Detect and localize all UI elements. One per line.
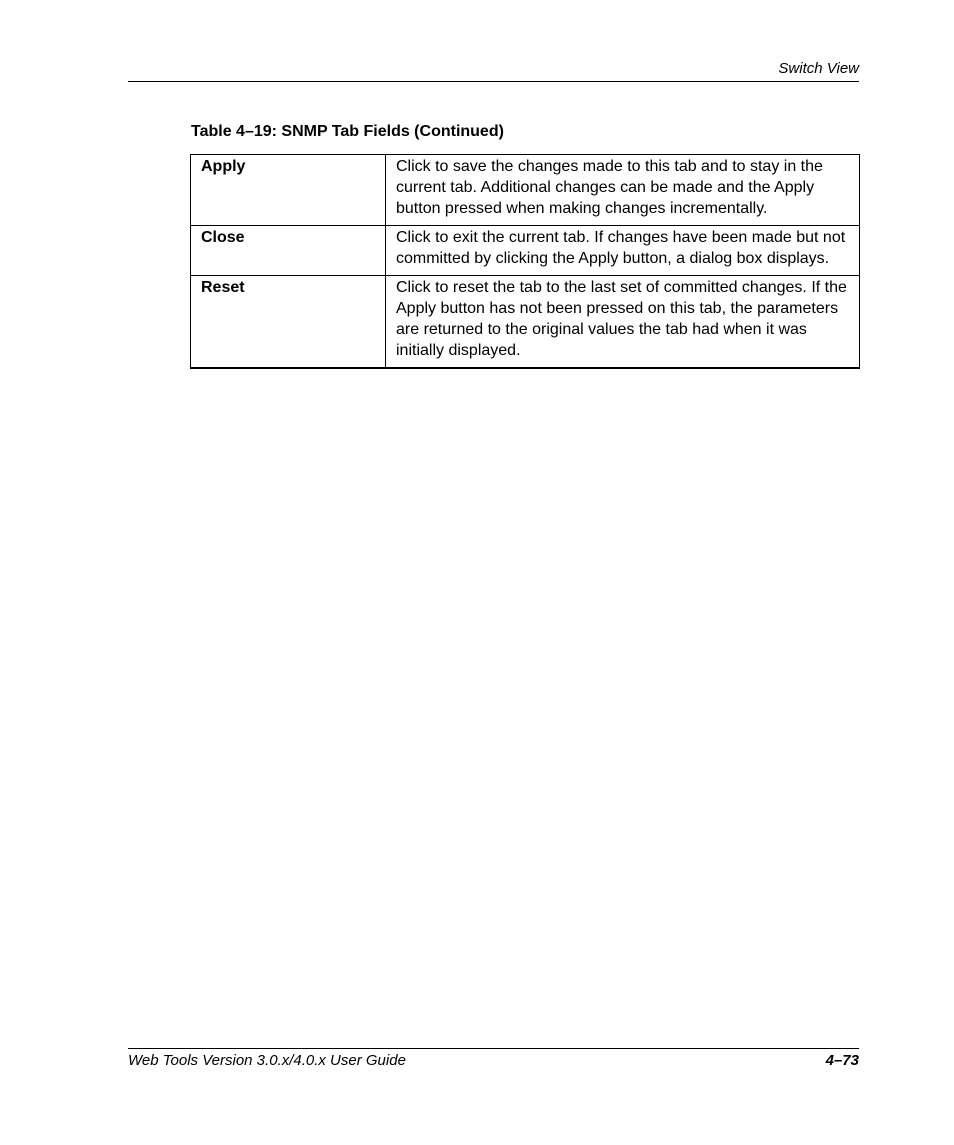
- footer-guide-title: Web Tools Version 3.0.x/4.0.x User Guide: [128, 1052, 406, 1069]
- snmp-tab-fields-table: [190, 154, 860, 369]
- footer-divider: [128, 1048, 859, 1049]
- field-description: Click to save the changes made to this tab and to stay in the current tab. Additional changes can be made and the Apply button pressed when making changes incrementally.: [386, 155, 860, 226]
- table-row: [191, 276, 860, 369]
- table-caption: Table 4–19: SNMP Tab Fields (Continued): [191, 123, 504, 140]
- field-description: Click to reset the tab to the last set of committed changes. If the Apply button has not been pressed on this tab, the parameters are returned to the original values the tab had when it was initially displayed.: [386, 276, 860, 369]
- header-divider: [128, 81, 859, 82]
- field-name: Apply: [191, 155, 386, 226]
- field-name: Reset: [191, 276, 386, 369]
- field-description: Click to exit the current tab. If changes have been made but not committed by clicking the Apply button, a dialog box displays.: [386, 226, 860, 276]
- running-header: Switch View: [778, 60, 859, 77]
- table-row: [191, 226, 860, 276]
- table-row: [191, 155, 860, 226]
- field-name: Close: [191, 226, 386, 276]
- page-number: 4–73: [825, 1052, 859, 1069]
